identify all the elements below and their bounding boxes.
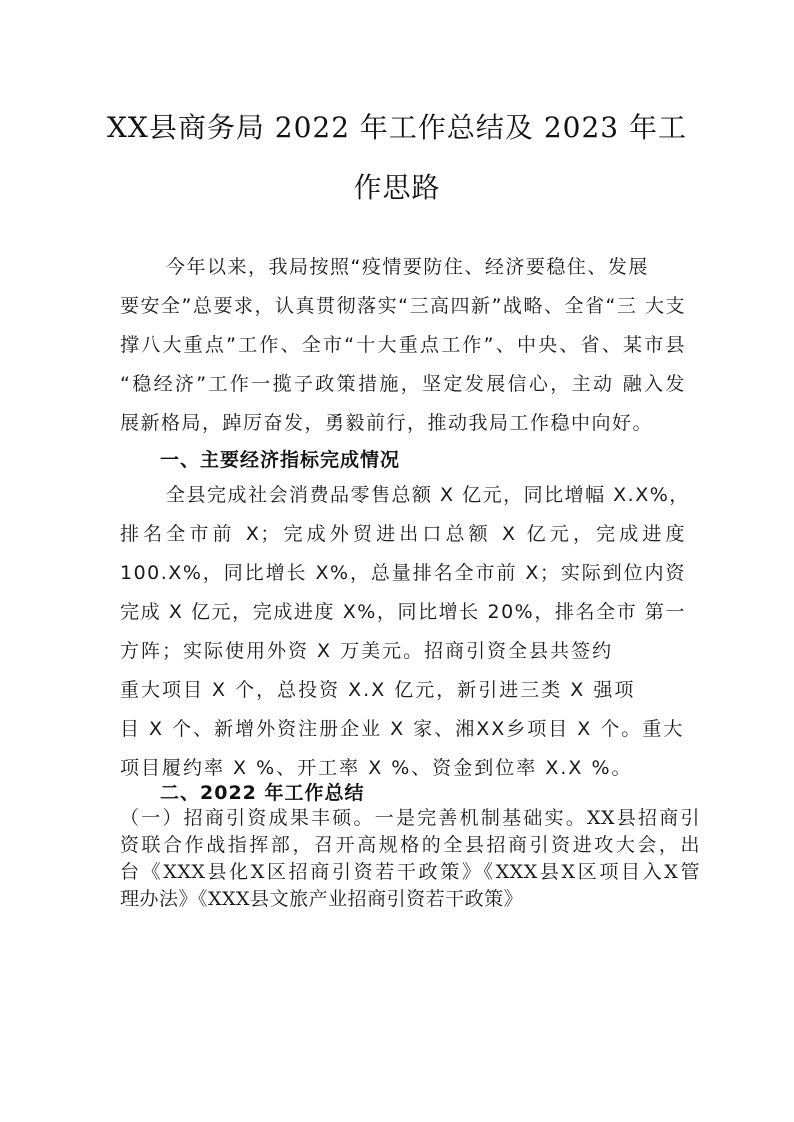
section1-line: 全县完成社会消费品零售总额 X 亿元，同比增幅 X.X%， — [166, 484, 690, 506]
section1-line: 100.X%，同比增长 X%，总量排名全市前 X；实际到位内资 — [120, 562, 686, 584]
section2-line: 理办法》《XXX县文旅产业招商引资若干政策》 — [120, 888, 524, 910]
section2-paragraph — [120, 805, 700, 913]
section1-line: 重大项目 X 个，总投资 X.X 亿元，新引进三类 X 强项 — [120, 679, 636, 701]
title-line-2: 作思路 — [353, 171, 441, 204]
section1-line: 完成 X 亿元，完成进度 X%，同比增长 20%，排名全市 第一 — [120, 601, 686, 623]
intro-line: 展新格局，踔厉奋发，勇毅前行，推动我局工作稳中向好。 — [120, 412, 654, 434]
intro-line: 撑八大重点”工作、全市“十大重点工作”、中央、省、某市县 — [120, 334, 686, 356]
section2-line: 台《XXX县化X区招商引资若干政策》《XXX县X区项目入X管 — [120, 861, 700, 883]
intro-line: “稳经济”工作一揽子政策措施，坚定发展信心，主动 融入发 — [120, 373, 686, 395]
title-line-1: XX县商务局 2022 年工作总结及 2023 年工 — [107, 111, 687, 144]
section2-line: 资联合作战指挥部，召开高规格的全县招商引资进攻大会，出 — [120, 834, 700, 856]
intro-line: 今年以来，我局按照“疫情要防住、经济要稳住、发展 — [166, 256, 649, 278]
section-heading-2: 二、2022 年工作总结 — [160, 782, 365, 804]
section1-line: 目 X 个、新增外资注册企业 X 家、湘XX乡项目 X 个。重大 — [120, 718, 685, 740]
intro-paragraph — [120, 248, 686, 443]
section1-line: 方阵；实际使用外资 X 万美元。招商引资全县共签约 — [120, 640, 614, 662]
document-title — [100, 98, 694, 218]
section-heading-1: 一、主要经济指标完成情况 — [160, 449, 401, 471]
section1-line: 项目履约率 X %、开工率 X %、资金到位率 X.X %。 — [120, 757, 633, 779]
section1-line: 排名全市前 X；完成外贸进出口总额 X 亿元，完成进度 — [120, 523, 686, 545]
intro-line: 要安全”总要求，认真贯彻落实“三高四新”战略、全省“三 大支 — [120, 295, 686, 317]
section2-line: （一）招商引资成果丰硕。一是完善机制基础实。XX县招商引 — [120, 807, 700, 829]
section1-paragraph — [120, 476, 690, 788]
